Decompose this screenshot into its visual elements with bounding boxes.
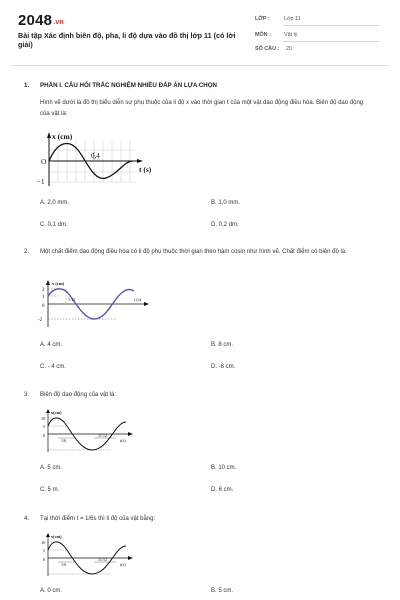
option-text: -8 cm. bbox=[218, 364, 236, 370]
option-text: 10 cm. bbox=[218, 465, 237, 471]
x-axis-arrow bbox=[128, 556, 133, 560]
option-text: 4 cm. bbox=[47, 342, 63, 348]
q2-option-b[interactable] bbox=[211, 342, 233, 348]
option-key: A. bbox=[40, 342, 46, 348]
option-key: D. bbox=[211, 364, 217, 370]
y-axis-label: x(cm) bbox=[51, 410, 62, 415]
y-axis-label: x (cm) bbox=[52, 281, 65, 286]
meta-value: Lớp 11 bbox=[284, 16, 301, 22]
question-1-graph bbox=[36, 130, 162, 192]
section-title: PHẦN I. CÂU HỎI TRẮC NGHIỆM NHIỀU ĐÁP ÁN LỰA CHỌN bbox=[40, 82, 218, 89]
q1-option-a[interactable] bbox=[40, 200, 69, 206]
divider bbox=[283, 25, 379, 26]
option-key: C. bbox=[40, 364, 46, 370]
option-key: B. bbox=[211, 200, 217, 206]
question-number: 3. bbox=[24, 392, 30, 398]
option-text: 5 cm. bbox=[218, 588, 234, 594]
option-key: B. bbox=[211, 342, 217, 348]
y-axis-label: x(cm) bbox=[51, 534, 62, 539]
origin-label: 0 bbox=[43, 557, 46, 562]
option-key: D. bbox=[211, 487, 217, 493]
x-axis-label: t (s) bbox=[134, 297, 142, 302]
x-axis-label: t(s) bbox=[120, 562, 126, 567]
question-3-graph bbox=[36, 408, 136, 456]
t-mark: 1/12 bbox=[68, 297, 76, 302]
question-2-graph bbox=[36, 279, 151, 331]
option-text: 2,0 mm. bbox=[47, 200, 70, 206]
y-axis-arrow bbox=[46, 409, 50, 413]
logo-text: 2048 bbox=[18, 12, 53, 29]
y-axis-arrow bbox=[46, 280, 50, 285]
option-text: 5 m. bbox=[47, 487, 60, 493]
x-axis-arrow bbox=[137, 159, 143, 163]
q3-option-d[interactable] bbox=[211, 487, 233, 493]
mid-label: 5 bbox=[43, 424, 46, 429]
t-mark-2: 11/12 bbox=[98, 557, 107, 562]
q3-option-c[interactable] bbox=[40, 487, 59, 493]
meta-value: 20 bbox=[286, 46, 292, 52]
q3-option-b[interactable] bbox=[211, 465, 236, 471]
question-1-text: Hình vẽ dưới là đồ thị biểu diễn sự phụ thuộc của li độ x vào thời gian t của một vật dao động điều hòa. Biên độ dao động của vật là: bbox=[40, 100, 364, 117]
q1-option-b[interactable] bbox=[211, 200, 240, 206]
section-number: 1. bbox=[24, 82, 30, 89]
top-label: 2 bbox=[42, 288, 45, 293]
meta-value: Vật lý bbox=[284, 32, 298, 38]
option-key: D. bbox=[211, 222, 217, 228]
site-logo[interactable] bbox=[18, 12, 64, 29]
x-axis-label: t (s) bbox=[139, 165, 152, 174]
q1-option-d[interactable] bbox=[211, 222, 239, 228]
option-key: C. bbox=[40, 222, 46, 228]
top-label: 10 bbox=[41, 540, 46, 545]
top-label: 10 bbox=[41, 416, 46, 421]
option-text: 5 cm. bbox=[47, 465, 63, 471]
t-mark: 1/6 bbox=[61, 562, 67, 567]
question-4-graph bbox=[36, 532, 136, 580]
option-key: B. bbox=[211, 588, 217, 594]
meta-label: SỐ CÂU : bbox=[255, 46, 280, 52]
y-axis-label: x (cm) bbox=[52, 132, 73, 141]
option-text: 6 cm. bbox=[218, 487, 234, 493]
bottom-label: -2 bbox=[38, 318, 43, 323]
question-number: 4. bbox=[24, 516, 30, 522]
option-text: - 4 cm. bbox=[47, 364, 67, 370]
t-mark: 0,4 bbox=[91, 152, 100, 160]
origin-label: O bbox=[41, 157, 47, 166]
document-title: Bài tập Xác định biên độ, pha, li độ dựa vào đồ thị lớp 11 (có lời giải) bbox=[18, 31, 236, 49]
question-4-text: Tại thời điểm t = 1/6s thì li độ của vật bằng: bbox=[40, 516, 156, 522]
divider bbox=[283, 41, 379, 42]
x-axis-label: t(s) bbox=[120, 438, 126, 443]
x-axis-arrow bbox=[128, 432, 133, 436]
question-2-text: Một chất điểm dao động điều hòa có li độ phụ thuộc thời gian theo hàm cosin như hình vẽ. Chất điểm có biên độ là: bbox=[40, 249, 347, 255]
mid-label: 5 bbox=[43, 548, 46, 553]
x-axis-arrow bbox=[144, 302, 149, 306]
q1-option-c[interactable] bbox=[40, 222, 68, 228]
option-text: 0,1 dm. bbox=[47, 222, 68, 228]
option-key: A. bbox=[40, 588, 46, 594]
meta-label: LỚP : bbox=[255, 16, 270, 22]
option-text: 8 cm. bbox=[218, 342, 234, 348]
question-3-text: Biên độ dao động của vật là: bbox=[40, 392, 117, 398]
origin-label: 0 bbox=[42, 304, 45, 309]
amp-label: −1 bbox=[37, 178, 45, 186]
t-mark: 1/6 bbox=[61, 438, 67, 443]
option-text: 1,0 mm. bbox=[218, 200, 241, 206]
option-key: C. bbox=[40, 487, 46, 493]
q4-option-b[interactable] bbox=[211, 588, 233, 594]
option-text: 0,2 dm. bbox=[218, 222, 239, 228]
q3-option-a[interactable] bbox=[40, 465, 62, 471]
mid-label: 1 bbox=[42, 295, 45, 300]
option-key: A. bbox=[40, 200, 46, 206]
origin-label: 0 bbox=[43, 433, 46, 438]
q2-option-a[interactable] bbox=[40, 342, 62, 348]
meta-label: MÔN : bbox=[255, 32, 271, 38]
question-number: 2. bbox=[24, 249, 30, 255]
q2-option-c[interactable] bbox=[40, 364, 66, 370]
y-axis-arrow bbox=[46, 533, 50, 537]
logo-suffix: .vn bbox=[53, 19, 64, 26]
q4-option-a[interactable] bbox=[40, 588, 62, 594]
header-divider bbox=[10, 65, 390, 66]
option-key: A. bbox=[40, 465, 46, 471]
option-text: 0 cm. bbox=[47, 588, 63, 594]
q2-option-d[interactable] bbox=[211, 364, 235, 370]
option-key: B. bbox=[211, 465, 217, 471]
t-mark-2: 11/12 bbox=[98, 433, 107, 438]
y-axis-arrow bbox=[47, 132, 51, 138]
